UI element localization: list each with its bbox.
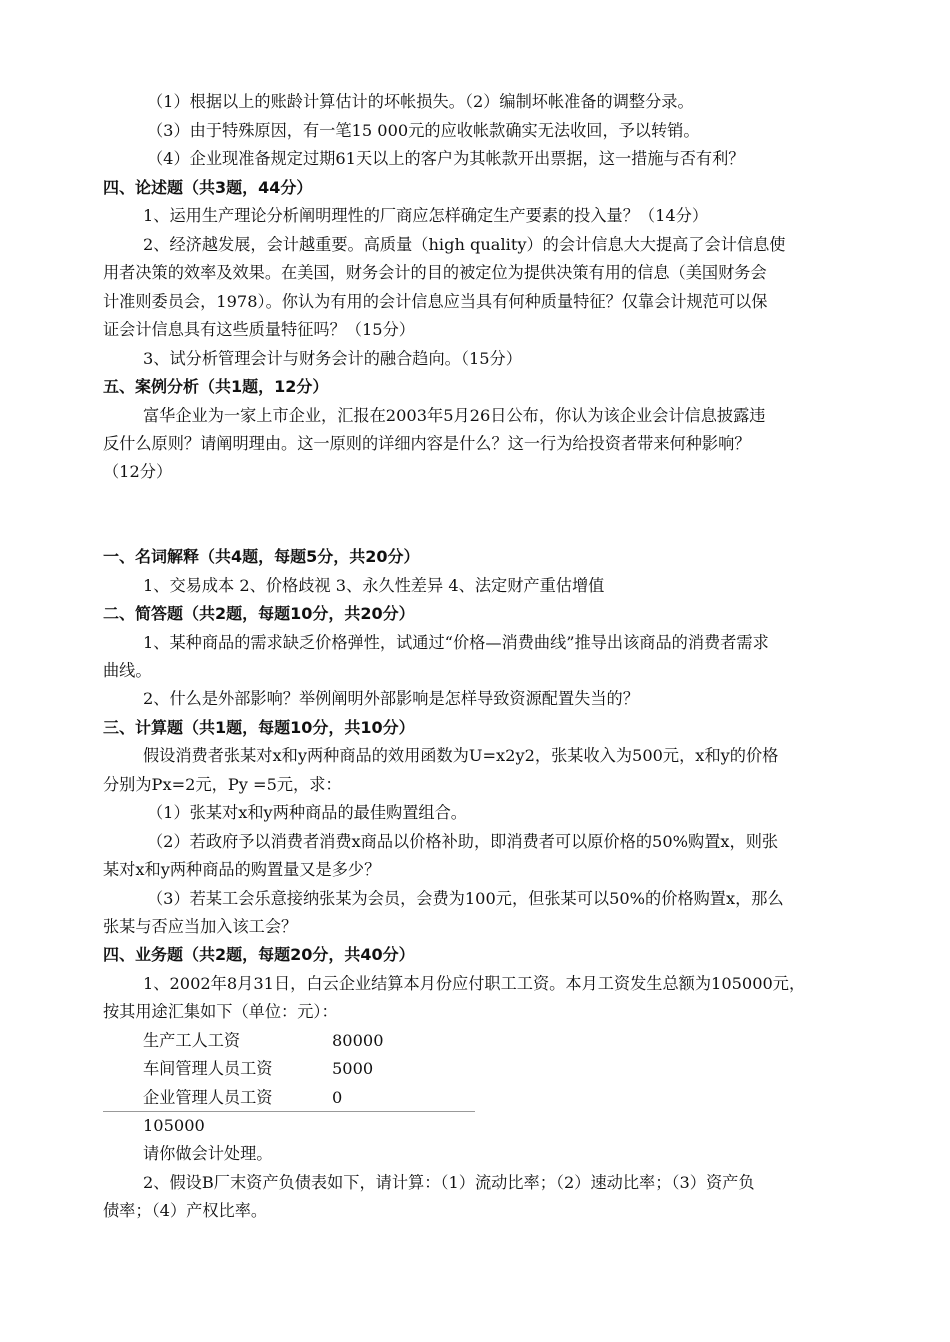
short-answer-heading: 二、简答题（共2题，每题10分，共20分）	[103, 604, 415, 623]
calc-item-4: （4）企业现准备规定过期61天以上的客户为其帐款开出票据，这一措施与否有利？	[147, 149, 745, 168]
wage-total: 105000	[143, 1116, 205, 1135]
case-line-1: 富华企业为一家上市企业，汇报在2003年5月26日公布，你认为该企业会计信息披露违	[143, 406, 766, 425]
essay-question-2-line-4: 证会计信息具有这些质量特征吗？（15分）	[103, 320, 415, 339]
business-q1-line-1: 1、2002年8月31日，白云企业结算本月份应付职工工资。本月工资发生总额为105000元，	[143, 974, 806, 993]
case-heading: 五、案例分析（共1题，12分）	[103, 377, 329, 396]
case-line-2: 反什么原则？请阐明理由。这一原则的详细内容是什么？这一行为给投资者带来何种影响？	[103, 434, 751, 453]
calc-item-3: （3）由于特殊原因，有一笔15 000元的应收帐款确实无法收回，予以转销。	[147, 121, 700, 140]
calc-question-2-line-2: 某对x和y两种商品的购置量又是多少？	[103, 860, 381, 879]
calc-question-2-line-1: （2）若政府予以消费者消费x商品以价格补助，即消费者可以原价格的50%购置x，则张	[147, 832, 779, 851]
terms-heading: 一、名词解释（共4题，每题5分，共20分）	[103, 547, 420, 566]
essay-heading: 四、论述题（共3题，44分）	[103, 178, 313, 197]
short-answer-q1-line-2: 曲线。	[103, 661, 152, 680]
essay-question-2-line-1: 2、经济越发展，会计越重要。高质量（high quality）的会计信息大大提高了会计信息使	[143, 235, 786, 254]
wage-amount: 5000	[332, 1059, 374, 1078]
calc-question-3-line-1: （3）若某工会乐意接纳张某为会员，会费为100元，但张某可以50%的价格购置x，那么	[147, 889, 784, 908]
essay-question-3: 3、试分析管理会计与财务会计的融合趋向。（15分）	[143, 349, 522, 368]
calc-question-3-line-2: 张某与否应当加入该工会？	[103, 917, 298, 936]
terms-list: 1、交易成本 2、价格歧视 3、永久性差异 4、法定财产重估增值	[143, 576, 605, 595]
calc-intro-line-1: 假设消费者张某对x和y两种商品的效用函数为U=x2y2，张某收入为500元，x和y的价格	[143, 746, 779, 765]
case-line-3: （12分）	[103, 462, 173, 481]
short-answer-q1-line-1: 1、某种商品的需求缺乏价格弹性，试通过“价格—消费曲线”推导出该商品的消费者需求	[143, 633, 769, 652]
short-answer-q2: 2、什么是外部影响？举例阐明外部影响是怎样导致资源配置失当的？	[143, 689, 639, 708]
calc-heading: 三、计算题（共1题，每题10分，共10分）	[103, 718, 415, 737]
calc-intro-line-2: 分别为Px=2元，Py =5元，求：	[103, 775, 342, 794]
calc-item-1: （1）根据以上的账龄计算估计的坏帐损失。（2）编制坏帐准备的调整分录。	[147, 92, 694, 111]
wage-label: 生产工人工资	[143, 1031, 241, 1050]
essay-question-2-line-2: 用者决策的效率及效果。在美国，财务会计的目的被定位为提供决策有用的信息（美国财务会	[103, 263, 767, 282]
wage-label: 车间管理人员工资	[143, 1059, 273, 1078]
essay-question-2-line-3: 计准则委员会，1978）。你认为有用的会计信息应当具有何种质量特征？仅靠会计规范可以保	[103, 292, 768, 311]
business-heading: 四、业务题（共2题，每题20分，共40分）	[103, 945, 415, 964]
calc-question-1: （1）张某对x和y两种商品的最佳购置组合。	[147, 803, 467, 822]
business-q2-line-2: 债率；（4）产权比率。	[103, 1201, 268, 1220]
business-q1-line-2: 按其用途汇集如下（单位：元）：	[103, 1002, 338, 1021]
wage-label: 企业管理人员工资	[143, 1088, 273, 1107]
essay-question-1: 1、运用生产理论分析阐明理性的厂商应怎样确定生产要素的投入量？（14分）	[143, 206, 709, 225]
total-divider	[103, 1111, 475, 1112]
wage-amount: 80000	[332, 1031, 384, 1050]
business-q2-line-1: 2、假设B厂末资产负债表如下，请计算：（1）流动比率；（2）速动比率；（3）资产负	[143, 1173, 755, 1192]
business-q1-instruction: 请你做会计处理。	[143, 1144, 273, 1163]
wage-amount: 0	[332, 1088, 343, 1107]
